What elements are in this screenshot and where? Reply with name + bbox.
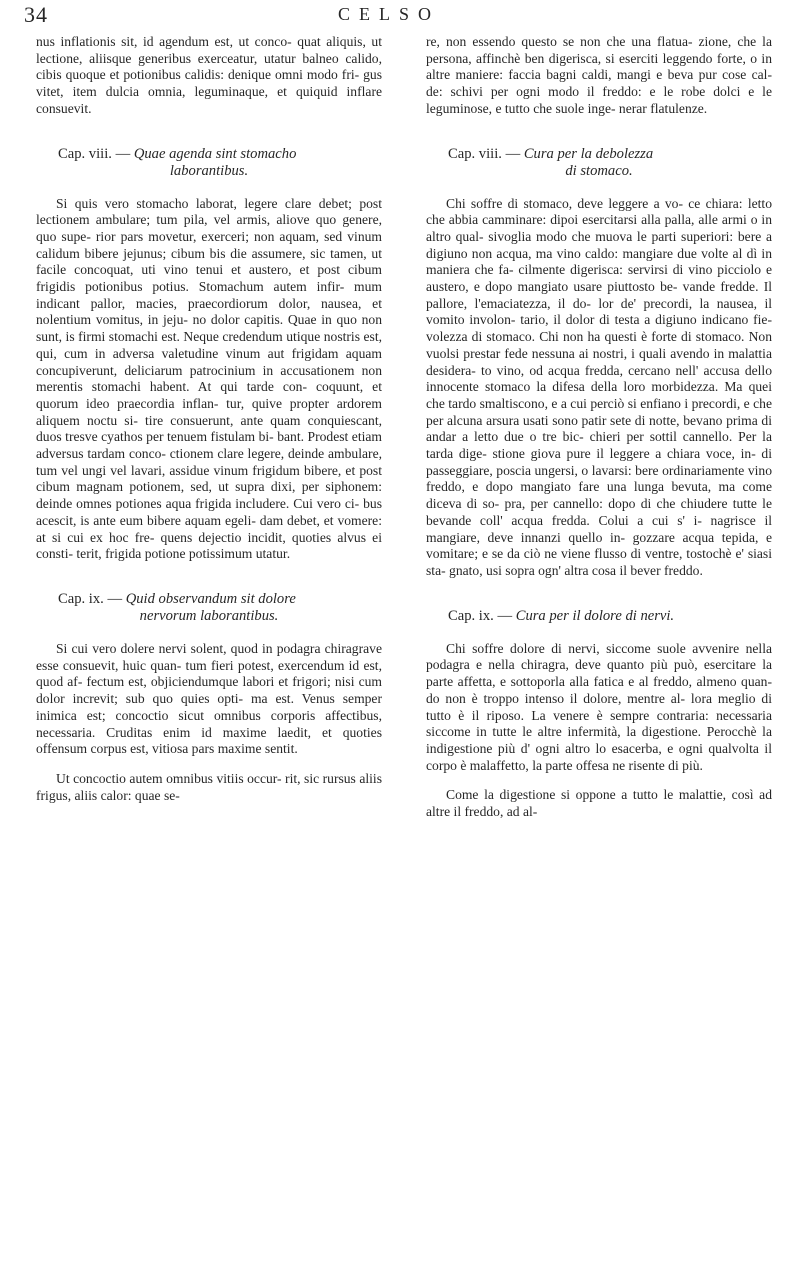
- latin-chapter-8-title-cont: laborantibus.: [169, 162, 249, 179]
- latin-chapter-8-text: Si quis vero stomacho laborat, legere clare debet; post lectionem ambulare; tum pila, vel armis, aliove quo genere, quo supe- rior pars movetur, exerceri; non aquam, sed vinum calidum bibere jejunus; cibum bis die assumere, sic tamen, ut facile concoquat, uti vino tenui et austero, et post cibum frigidis potionibus potius. Stomachum autem infir- mum indicant pallor, macies, praecordiorum dolor, nausea, et nolentium vomitus, in jeju- no dolor capitis. Quae in quo non sunt, is firmi stomachi est. Neque credendum utique nostris est, qui, cum in adversa valetudine vinum aut frigidam aquam concupiverunt, deliciarum patrocinium in accusationem non merentis stomachi habent. At qui tarde con- coquunt, et quorum ideo praecordia inflan- tur, quive propter ardorem aliquem noctu si- tire consuerunt, ante quam conquiescant, duos tresve cyathos per tenuem fistulam bi- bant. Prodest etiam adversus tardam conco- ctionem clare legere, deinde ambulare, tum vel ungi vel lavari, assidue vinum frigidum bibere, et post cibum magnam potionem, sed, ut supra dixi, per siphonem: deinde omnes potiones aqua frigida includere. Cui vero ci- bus acescit, is ante eum bibere aquam egeli- dam debet, et vomere: at si cui ex hoc fre- quens dejectio incidit, quoties alvus ei consti- terit, frigida potione potissimum utatur.: [36, 195, 382, 562]
- italian-paragraph-continued: re, non essendo questo se non che una flatua- zione, che la persona, affinchè ben digerisca, si eserciti leggendo forte, o in altre maniere: faccia bagni caldi, mangi e beva pur cose cal- de: schivi per ogni modo il freddo: e le robe dolci e le leguminose, e tutto che suole inge- nerar flatulenze.: [426, 34, 772, 116]
- latin-chapter-8-title: Quae agenda sint stomacho: [133, 145, 297, 162]
- running-head: CELSO: [338, 4, 441, 24]
- latin-chapter-8-heading: [36, 146, 382, 180]
- italian-chapter-9-text-2: Come la digestione si oppone a tutto le malattie, così ad altre il freddo, ad al-: [426, 787, 772, 820]
- latin-paragraph-continued: nus inflationis sit, id agendum est, ut conco- quat aliquis, ut lectione, aliisque generibus exerceatur, utatur balneo calido, cibis quoque et potionibus calidis: denique omni modo fri- gus vitet, item dulcia omnia, leguminaque, et quiquid inflare consuevit.: [36, 34, 382, 116]
- page-number: 34: [24, 2, 48, 27]
- latin-chapter-9-title-cont: nervorum laborantibus.: [139, 607, 279, 624]
- latin-chapter-9-text: Si cui vero dolere nervi solent, quod in podagra chiragrave esse consuevit, huic quan- tum fieri potest, exercendum id est, quod af- fectum est, objiciendumque labori et frigori; nisi cum dolor increvit; sub quo quies opti- ma est. Venus semper inimica est; concoctio sicut omnibus corporis affectibus, necessaria. Cruditas enim id maxime laedit, et quoties offensum corpus est, vitiosa pars maxime sentit.: [36, 640, 382, 757]
- latin-chapter-9-label: Cap. ix. —: [58, 590, 123, 607]
- latin-chapter-9-text-2: Ut concoctio autem omnibus vitiis occur- rit, sic rursus aliis frigus, aliis calor: quae se-: [36, 770, 382, 803]
- italian-chapter-8-heading: [426, 146, 772, 180]
- italian-chapter-9-title: Cura per il dolore di nervi.: [515, 607, 675, 624]
- italian-chapter-8-title: Cura per la debolezza: [523, 145, 654, 162]
- italian-column: [426, 34, 772, 821]
- latin-chapter-9-heading: [36, 591, 382, 625]
- italian-chapter-8-text: Chi soffre di stomaco, deve leggere a vo- ce chiara: letto che abbia camminare: dipoi esercitarsi alla palla, alle armi o in altro qual- sivoglia modo che muova le parti superiori: bere a digiuno non acqua, ma vino caldo: mangiare due volte al dì in maniera che fa- cilmente digerisca: servirsi di vino picciolo e austero, e dopo mangiato usare piuttosto be- vande fredde. Il pallore, l'emaciatezza, il do- lor de' precordi, la nausea, il vomito involon- tario, il dolor di testa a digiuno indicano fie- volezza di stomaco. Chi non ha questi è forte di stomaco. Non vuolsi prestar fede nessuna ai nostri, i quali avendo in malattia desidera- to vino, od acqua fredda, cercano nell' accusa dello innocente stomaco la difesa della loro morbidezza. Ma quei che tardo smaltiscono, e a cui perciò si enfiano i precordi, e che per alcuna arsura usati sono patir sete di notte, bevano prima di andar a letto due o tre bic- chieri per sottil cannello. Per la tarda dige- stione giova pure il leggere a chiara voce, in- di passeggiare, poscia ungersi, o lavarsi: bere ordinariamente vino freddo, e dopo mangiato fare una lunga bevuta, ma come diceva di so- pra, per cannello: dopo di che chiudere tutte le bevande coll' acqua fredda. Colui a cui s' i- nagrisce il mangiare, deve innanzi quello in- gozzare acqua tepida, e vomitare; e se da ciò ne viene flusso di ventre, tostochè e' siasi sta- gnato, usi sopra ogn' altra cosa il bever freddo.: [426, 195, 772, 578]
- italian-chapter-8-title-cont: di stomaco.: [565, 162, 633, 179]
- italian-chapter-9-label: Cap. ix. —: [448, 607, 513, 624]
- italian-chapter-9-text: Chi soffre dolore di nervi, siccome suole avvenire nella podagra e nella chiragra, deve quanto più può, esercitare la parte affetta, e sottoporla alla fatica e al freddo, almeno quan- do non è troppo intenso il dolore, mentre al- lora meglio di tutto è il riposo. La venere è sempre contraria: necessaria siccome in tutte le altre infermità, la digestione. Perocchè la indigestione più d' ogni altro lo esacerba, e ogni qualvolta il corpo è malaffetto, la parte offesa ne risente di più.: [426, 640, 772, 773]
- italian-chapter-9-heading: [426, 608, 772, 625]
- italian-chapter-8-label: Cap. viii. —: [448, 145, 521, 162]
- latin-column: [36, 34, 382, 804]
- latin-chapter-9-title: Quid observandum sit dolore: [125, 590, 296, 607]
- latin-chapter-8-label: Cap. viii. —: [58, 145, 131, 162]
